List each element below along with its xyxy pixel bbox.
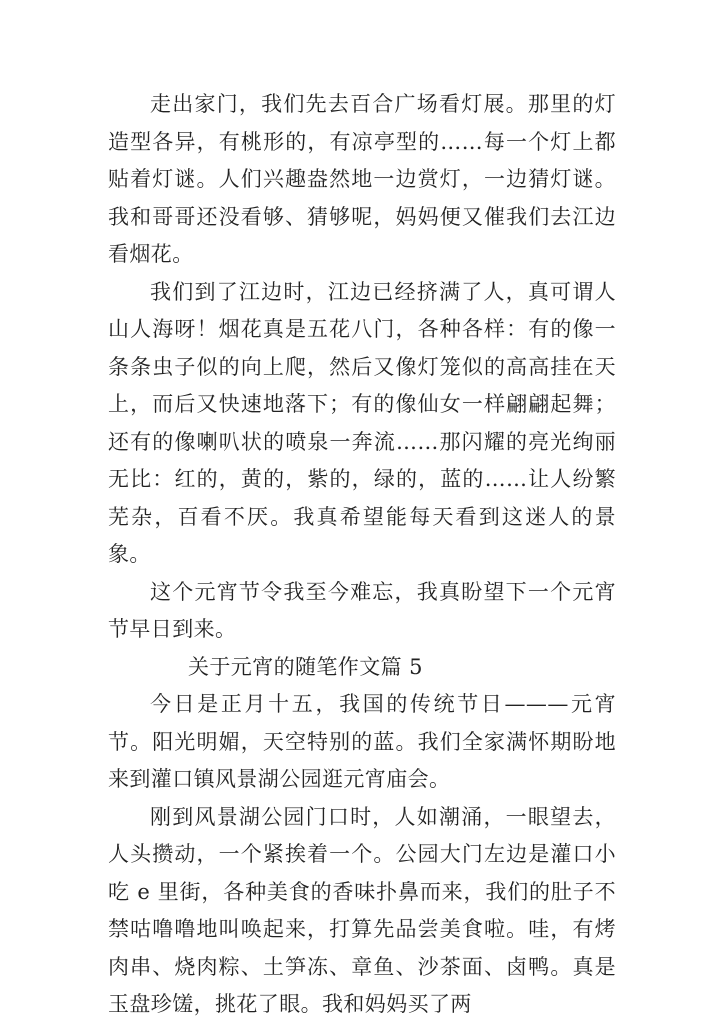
- paragraph: 这个元宵节令我至今难忘，我真盼望下一个元宵节早日到来。: [108, 579, 616, 641]
- paragraph: 刚到风景湖公园门口时，人如潮涌，一眼望去，人头攒动，一个紧挨着一个。公园大门左边是灌口小吃 e 里街，各种美食的香味扑鼻而来，我们的肚子不禁咕噜噜地叫唤起来，打算先品尝美食啦。哇，有烤肉串、烧肉粽、土笋冻、章鱼、沙茶面、卤鸭。真是玉盘珍馐，挑花了眼。我和妈妈买了两: [108, 804, 616, 1016]
- paragraph: 走出家门，我们先去百合广场看灯展。那里的灯造型各异，有桃形的，有凉亭型的……每一个灯上都贴着灯谜。人们兴趣盎然地一边赏灯，一边猜灯谜。我和哥哥还没看够、猜够呢，妈妈便又催我们去江边看烟花。: [108, 92, 616, 266]
- paragraph: 今日是正月十五，我国的传统节日———元宵节。阳光明媚，天空特别的蓝。我们全家满怀期盼地来到灌口镇风景湖公园逛元宵庙会。: [108, 692, 616, 791]
- document-body: [108, 86, 616, 1024]
- paragraph: 我们到了江边时，江边已经挤满了人，真可谓人山人海呀！烟花真是五花八门，各种各样：有的像一条条虫子似的向上爬，然后又像灯笼似的高高挂在天上，而后又快速地落下；有的像仙女一样翩翩起舞；还有的像喇叭状的喷泉一奔流……那闪耀的亮光绚丽无比：红的，黄的，紫的，绿的，蓝的……让人纷繁芜杂，百看不厌。我真希望能每天看到这迷人的景象。: [108, 279, 616, 566]
- section-title: 关于元宵的随笔作文篇 5: [188, 654, 423, 679]
